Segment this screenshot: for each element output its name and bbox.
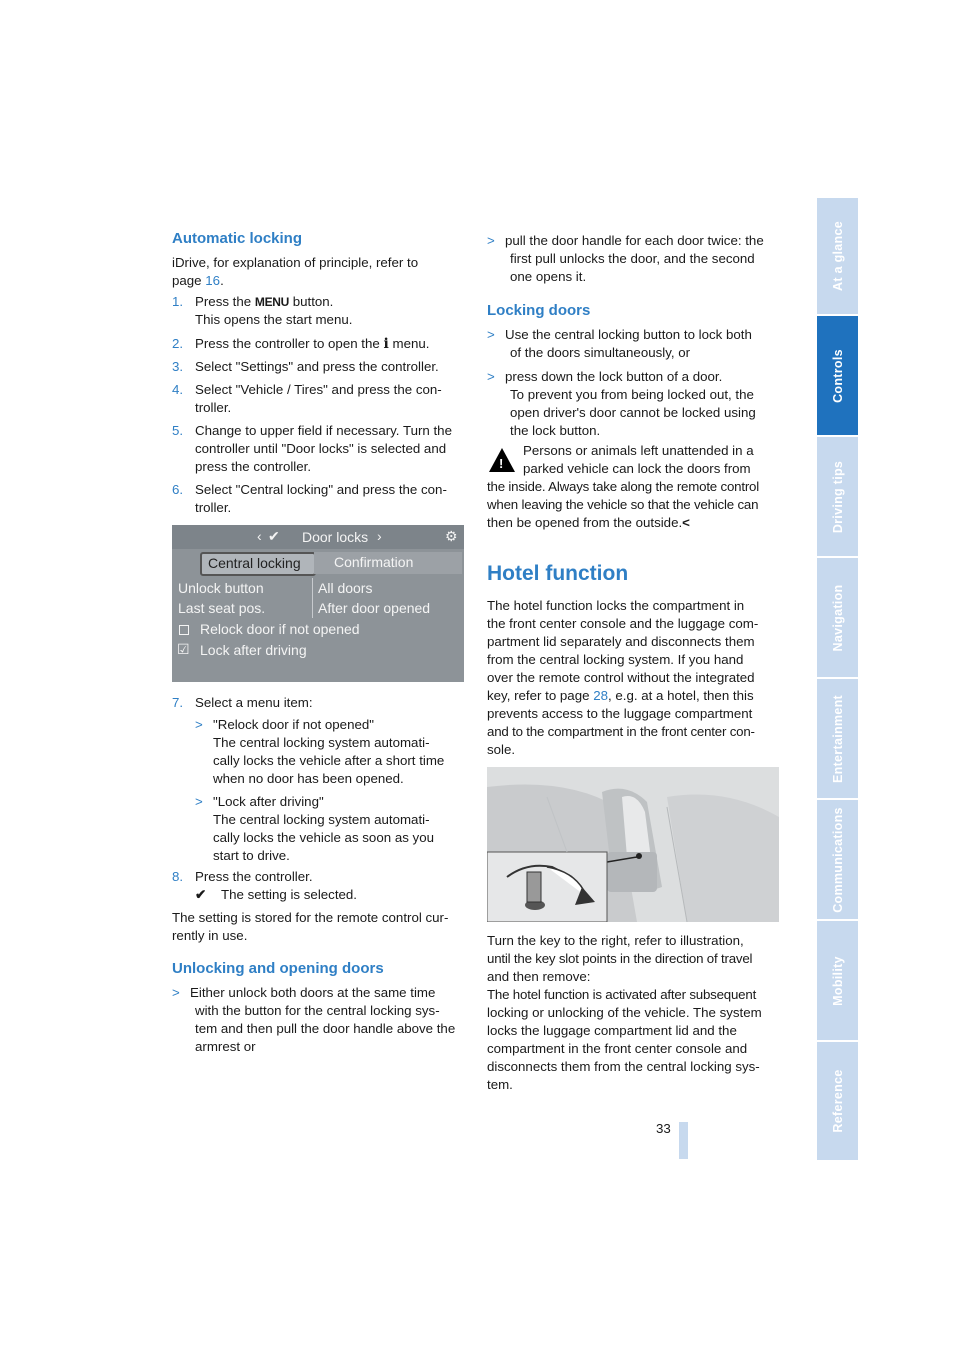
checkbox-checked-icon[interactable]: ☑: [177, 641, 190, 657]
turn-text-5: locking or unlocking of the vehicle. The system: [487, 1005, 762, 1020]
unlock-bullet: > Either unlock both doors at the same time: [172, 985, 436, 1000]
end-mark-icon: <: [682, 515, 690, 530]
warning-text-5: then be opened from the outside.<: [487, 515, 690, 530]
menu-button-icon: MENU: [254, 295, 290, 309]
intro-text: iDrive, for explanation of principle, refer to: [172, 255, 419, 270]
warning-text-3: the inside. Always take along the remote control: [487, 479, 760, 494]
turn-text-8: disconnects them from the central locking sys-: [487, 1059, 760, 1074]
side-tab-mobility[interactable]: Mobility: [817, 921, 858, 1040]
screen-arrow-left: ‹: [257, 528, 262, 544]
turn-text-6: locks the luggage compartment lid and the: [487, 1023, 737, 1038]
pull-bullet: > pull the door handle for each door twice: the: [487, 233, 764, 248]
hotel-text-4: from the central locking system. If you hand: [487, 652, 744, 667]
unlock-bullet-2: tem and then pull the door handle above the: [195, 1021, 456, 1036]
heading-hotel-function: Hotel function: [487, 562, 629, 585]
side-tab-reference[interactable]: Reference: [817, 1042, 858, 1160]
lock-bullet-2: > press down the lock button of a door.: [487, 369, 723, 384]
hotel-text-1: The hotel function locks the compartment in: [487, 598, 745, 613]
step-1: 1. Press the MENU button.: [172, 294, 334, 309]
warning-text-2: parked vehicle can lock the doors from: [523, 461, 751, 476]
idrive-screen-image: [172, 525, 464, 682]
step-8-detail: ✔ The setting is selected.: [195, 887, 357, 902]
side-tab-entertainment[interactable]: Entertainment: [817, 679, 858, 798]
screen-divider: [312, 578, 313, 618]
bullet-relock: > "Relock door if not opened": [195, 717, 374, 732]
hotel-text-6: key, refer to page 28, e.g. at a hotel, then this: [487, 688, 754, 703]
page-number: 33: [656, 1121, 671, 1136]
step-1-detail: This opens the start menu.: [195, 312, 353, 327]
screen-title: Door locks: [302, 529, 369, 545]
turn-text-7: compartment in the front center console and: [487, 1041, 748, 1056]
hotel-text-5: over the remote control without the integrated: [487, 670, 755, 685]
screen-option-lock-after-driving[interactable]: Lock after driving: [200, 642, 307, 658]
step-3: 3. Select "Settings" and press the controller.: [172, 359, 439, 374]
unlock-bullet-1: with the button for the central locking sys-: [195, 1003, 440, 1018]
side-tab-navigation[interactable]: Navigation: [817, 558, 858, 677]
turn-text-9: tem.: [487, 1077, 513, 1092]
bullet-relock-2: cally locks the vehicle after a short time: [213, 753, 445, 768]
lock-bullet-1b: of the doors simultaneously, or: [510, 345, 691, 360]
page-link-16[interactable]: 16: [205, 273, 221, 288]
check-mark-icon: ✔: [195, 887, 207, 902]
side-tab-at-a-glance[interactable]: At a glance: [817, 198, 858, 314]
screen-settings-icon: ⚙: [445, 528, 458, 544]
stored-text-2: rently in use.: [172, 928, 248, 943]
turn-text-3: and then remove:: [487, 969, 591, 984]
page-number-bar: [679, 1122, 688, 1159]
screen-row-all-doors[interactable]: All doors: [318, 580, 373, 596]
lock-bullet-2c: open driver's door cannot be locked using: [510, 405, 756, 420]
screen-row-unlock-button[interactable]: Unlock button: [178, 580, 264, 596]
side-tab-communications[interactable]: Communications: [817, 800, 858, 919]
pull-bullet-1: first pull unlocks the door, and the second: [510, 251, 755, 266]
stored-text-1: The setting is stored for the remote control cur-: [172, 910, 449, 925]
lock-bullet-1: > Use the central locking button to lock both: [487, 327, 752, 342]
bullet-lock-after-3: start to drive.: [213, 848, 290, 863]
screen-tab-confirmation[interactable]: Confirmation: [314, 552, 462, 574]
side-tab-driving-tips[interactable]: Driving tips: [817, 437, 858, 556]
bullet-lock-after: > "Lock after driving": [195, 794, 324, 809]
hotel-text-9: sole.: [487, 742, 516, 757]
step-4: 4. Select "Vehicle / Tires" and press the con-: [172, 382, 442, 397]
step-5-cont: controller until "Door locks" is selected and: [195, 441, 447, 456]
heading-locking-doors: Locking doors: [487, 302, 591, 319]
unlock-bullet-3: armrest or: [195, 1039, 256, 1054]
screen-option-relock[interactable]: Relock door if not opened: [200, 621, 360, 637]
screen-row-last-seat[interactable]: Last seat pos.: [178, 600, 266, 616]
step-8: 8. Press the controller.: [172, 869, 313, 884]
step-2: 2. Press the controller to open the i menu.: [172, 336, 430, 352]
screen-row-after-door-opened[interactable]: After door opened: [318, 600, 431, 616]
page-link-28[interactable]: 28: [593, 688, 608, 703]
bullet-relock-3: when no door has been opened.: [213, 771, 404, 786]
warning-text-4: when leaving the vehicle so that the vehicle can: [487, 497, 759, 512]
step-6: 6. Select "Central locking" and press the con-: [172, 482, 447, 497]
bullet-relock-1: The central locking system automati-: [213, 735, 430, 750]
info-i-icon: i: [383, 336, 389, 352]
warning-exclamation: !: [499, 456, 504, 471]
hotel-text-8: and to the compartment in the front center con-: [487, 724, 755, 739]
screen-tab-central-locking[interactable]: Central locking: [200, 552, 316, 576]
heading-unlocking: Unlocking and opening doors: [172, 960, 384, 977]
bullet-lock-after-2: cally locks the vehicle as soon as you: [213, 830, 434, 845]
console-illustration: [487, 767, 779, 922]
warning-text-1: Persons or animals left unattended in a: [523, 443, 754, 458]
hotel-text-3: partment lid separately and disconnects them: [487, 634, 755, 649]
intro-text-2: page 16.: [172, 273, 224, 288]
console-drawing: [487, 767, 779, 922]
side-tab-controls[interactable]: Controls: [817, 316, 858, 435]
step-5: 5. Change to upper field if necessary. Turn the: [172, 423, 452, 438]
pull-bullet-2: one opens it.: [510, 269, 587, 284]
lock-bullet-2b: To prevent you from being locked out, the: [510, 387, 754, 402]
lock-bullet-2d: the lock button.: [510, 423, 601, 438]
heading-automatic-locking: Automatic locking: [172, 230, 303, 247]
turn-text-4: The hotel function is activated after subsequent: [487, 987, 757, 1002]
door-lock-check-icon: ✔: [268, 528, 280, 544]
screen-arrow-right: ›: [377, 528, 382, 544]
hotel-text-7: prevents access to the luggage compartment: [487, 706, 753, 721]
hotel-text-2: the front center console and the luggage com-: [487, 616, 759, 631]
turn-text-2: until the key slot points in the direction of travel: [487, 951, 753, 966]
step-6-cont: troller.: [195, 500, 232, 515]
turn-text-1: Turn the key to the right, refer to illustration,: [487, 933, 744, 948]
step-4-cont: troller.: [195, 400, 232, 415]
bullet-lock-after-1: The central locking system automati-: [213, 812, 430, 827]
step-5-cont2: press the controller.: [195, 459, 312, 474]
step-7: 7. Select a menu item:: [172, 695, 313, 710]
checkbox-empty-icon[interactable]: [179, 625, 189, 635]
